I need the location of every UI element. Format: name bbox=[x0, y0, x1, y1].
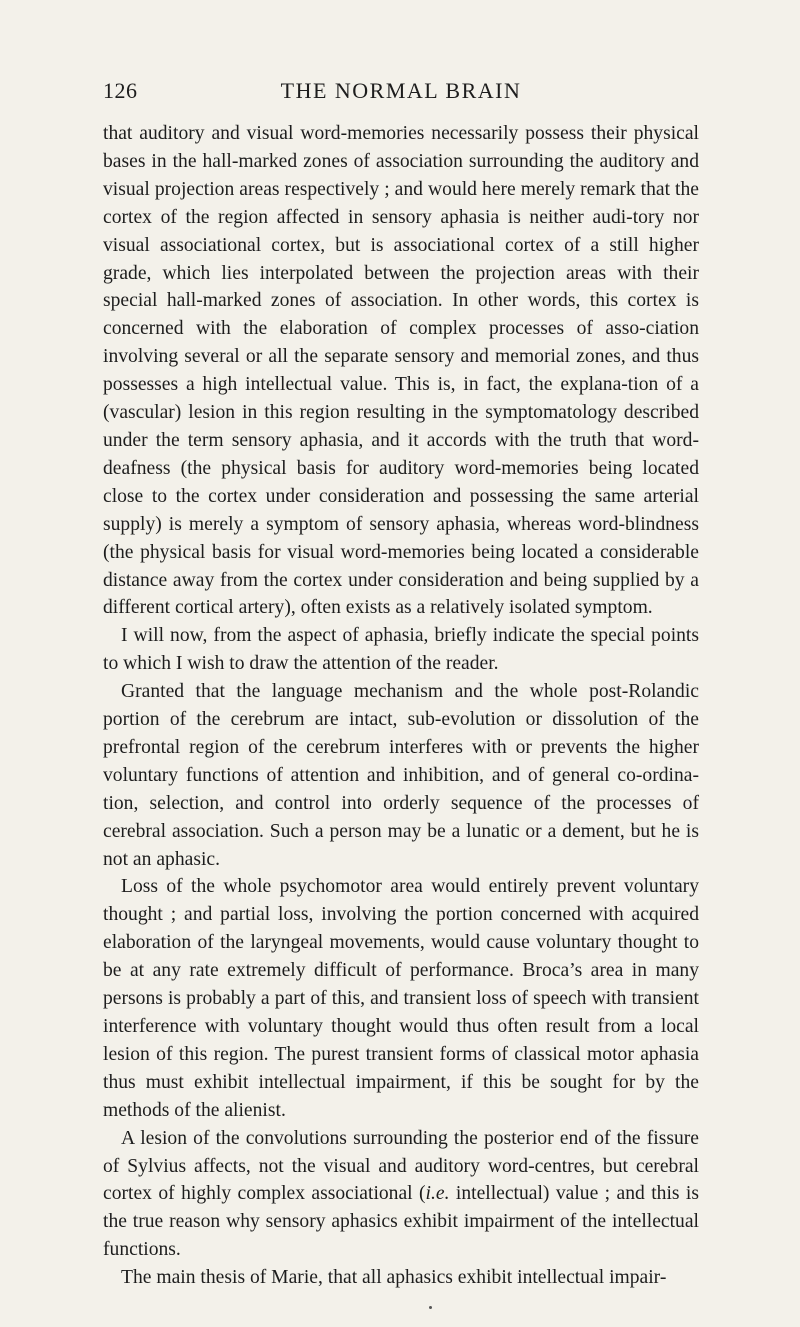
running-head: THE NORMAL BRAIN bbox=[280, 78, 522, 103]
paragraph-2: I will now, from the aspect of aphasia, briefly indicate the special points to which I wish to draw the attention of the reader. bbox=[103, 625, 699, 675]
paragraph-1: that auditory and visual word-memories necessarily possess their physical bases in the hall-marked zones of association surrounding the auditory and visual projection areas respectively ; and would here merely remark that the cortex of the region affected in sensory aphasia is neither audi-tory nor visual associational cortex, but is associational cortex of a still higher grade, which lies interpolated between the projection areas with their special hall-marked zones of association. In other words, this cortex is concerned with the elaboration of complex processes of asso-ciation involving several or all the separate sensory and memorial zones, and thus possesses a high intellectual value. This is, in fact, the explana-tion of a (vascular) lesion in this region resulting in the symptomatology described under the term sensory aphasia, and it accords with the truth that word-deafness (the physical basis for auditory word-memories being located close to the cortex under consideration and possessing the same arterial supply) is merely a symptom of sensory aphasia, whereas word-blindness (the physical basis for visual word-memories being located a considerable distance away from the cortex under consideration and being supplied by a different cortical artery), often exists as a relatively isolated symptom. bbox=[103, 123, 699, 619]
paragraph-3: Granted that the language mechanism and the whole post-Rolandic portion of the cerebrum are intact, sub-evolution or dissolution of the prefrontal region of the cerebrum interferes with or prevents the higher voluntary functions of attention and inhibition, and of general co-ordina-tion, selection, and control into orderly sequence of the processes of cerebral association. Such a person may be a lunatic or a dement, but he is not an aphasic. bbox=[103, 681, 699, 870]
paragraph-5 bbox=[103, 1125, 699, 1265]
page-header bbox=[103, 78, 699, 108]
paragraph-5-text-before: A lesion of the convolutions surrounding the posterior end of the fissure of Sylvius affects, not the visual and auditory word-centres, but cerebral cortex of highly complex associational ( bbox=[103, 1127, 699, 1205]
paragraph-4: Loss of the whole psychomotor area would entirely prevent voluntary thought ; and partial loss, involving the portion concerned with acquired elaboration of the laryngeal movements, would cause voluntary thought to be at any rate extremely difficult of performance. Broca’s area in many persons is probably a part of this, and transient loss of speech with transient interference with voluntary thought would thus often result from a local lesion of this region. The purest transient forms of classical motor aphasia thus must exhibit intellectual impairment, if this be sought for by the methods of the alienist. bbox=[103, 876, 699, 1121]
print-speck bbox=[429, 1306, 432, 1309]
paragraph-6: The main thesis of Marie, that all aphasics exhibit intellectual impair- bbox=[121, 1267, 667, 1289]
paragraph-5-text-after: intellectual) value ; and this is the true reason why sensory aphasics exhibit impairment of the intellectual functions. bbox=[103, 1183, 699, 1261]
page-number: 126 bbox=[103, 78, 138, 103]
body-text bbox=[103, 120, 699, 1292]
paragraph-5-italic: i.e. bbox=[425, 1183, 450, 1205]
